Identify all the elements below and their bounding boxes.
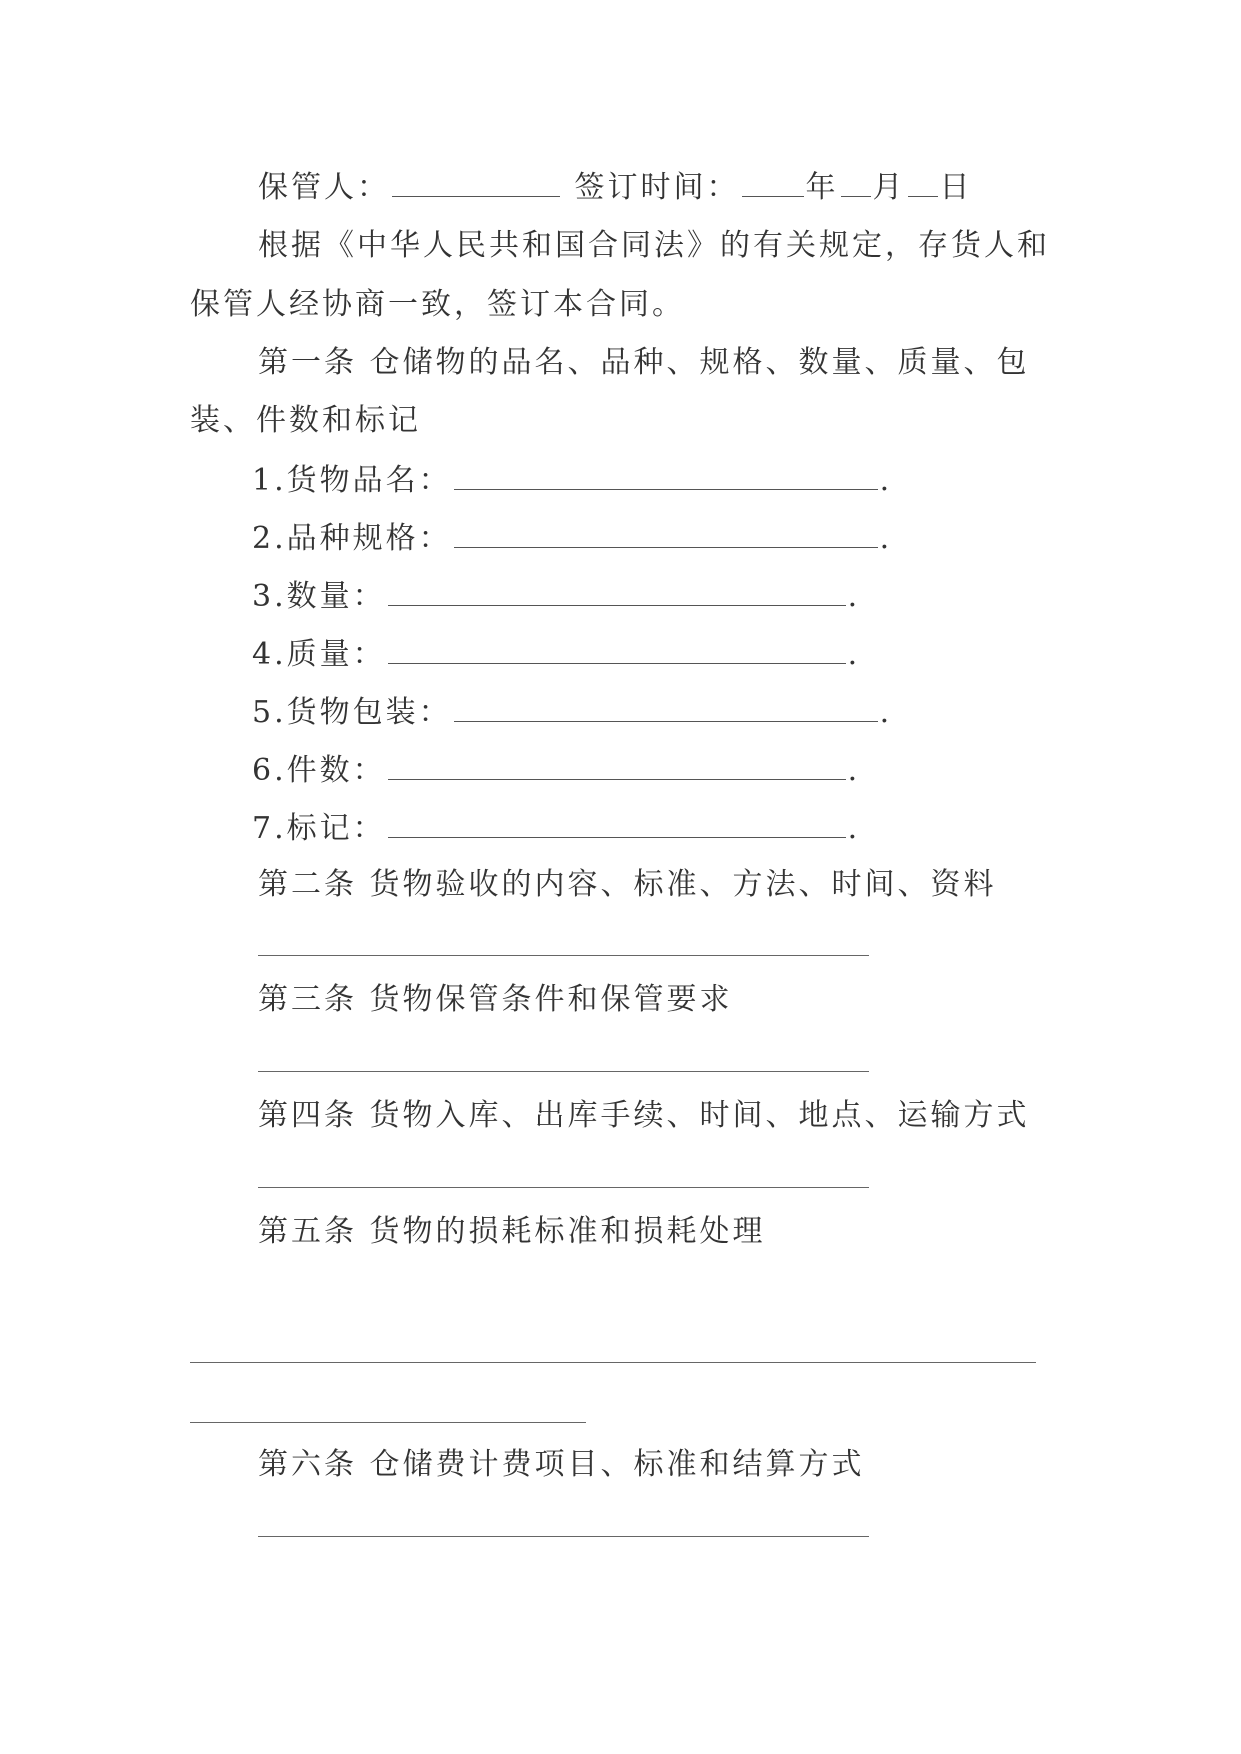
article-1-item [252,459,892,501]
item-label: 7.标记： [252,811,386,846]
article-6-blank-line [258,1536,869,1537]
article-6-title: 第六条 仓储费计费项目、标准和结算方式 [258,1447,865,1482]
article-5-blank-line-2 [190,1422,586,1423]
article-1-item [252,575,860,617]
item-blank [454,517,878,548]
article-2-title: 第二条 货物验收的内容、标准、方法、时间、资料 [258,867,997,902]
custodian-label: 保管人： [258,170,390,205]
sign-time-label: 签订时间： [574,170,740,205]
month-label: 月 [872,170,906,205]
article-3-title: 第三条 货物保管条件和保管要求 [258,982,733,1017]
article-5-title: 第五条 货物的损耗标准和损耗处理 [258,1214,766,1249]
item-label: 3.数量： [252,579,386,614]
item-end: . [879,695,893,730]
article-3-blank-line [258,1071,869,1072]
header-line [258,166,973,208]
article-1-item [252,807,860,849]
item-label: 1.货物品名： [252,463,452,498]
item-end: . [847,579,861,614]
item-label: 4.质量： [252,637,386,672]
preamble-line-1: 根据《中华人民共和国合同法》的有关规定，存货人和 [258,228,1050,263]
item-label: 5.货物包装： [252,695,452,730]
article-1-item [252,749,860,791]
item-end: . [879,463,893,498]
article-4-title: 第四条 货物入库、出库手续、时间、地点、运输方式 [258,1098,1030,1133]
year-label: 年 [805,170,839,205]
year-blank [742,166,804,197]
item-blank [388,749,846,780]
item-label: 2.品种规格： [252,521,452,556]
item-end: . [847,637,861,672]
item-blank [388,807,846,838]
month-blank [841,166,871,197]
item-end: . [879,521,893,556]
article-1-item [252,691,892,733]
day-blank [908,166,938,197]
article-2-blank-line [258,955,869,956]
item-end: . [847,753,861,788]
item-label: 6.件数： [252,753,386,788]
item-blank [454,691,878,722]
preamble-line-2: 保管人经协商一致，签订本合同。 [190,287,685,322]
article-1-item [252,633,860,675]
article-4-blank-line [258,1187,869,1188]
article-1-item [252,517,892,559]
day-label: 日 [939,170,973,205]
article-5-blank-line-1 [190,1362,1036,1363]
item-blank [388,575,846,606]
article-1-title-line-1: 第一条 仓储物的品名、品种、规格、数量、质量、包 [258,345,1030,380]
item-blank [454,459,878,490]
custodian-blank [392,166,560,197]
article-1-title-line-2: 装、件数和标记 [190,403,421,438]
item-end: . [847,811,861,846]
item-blank [388,633,846,664]
